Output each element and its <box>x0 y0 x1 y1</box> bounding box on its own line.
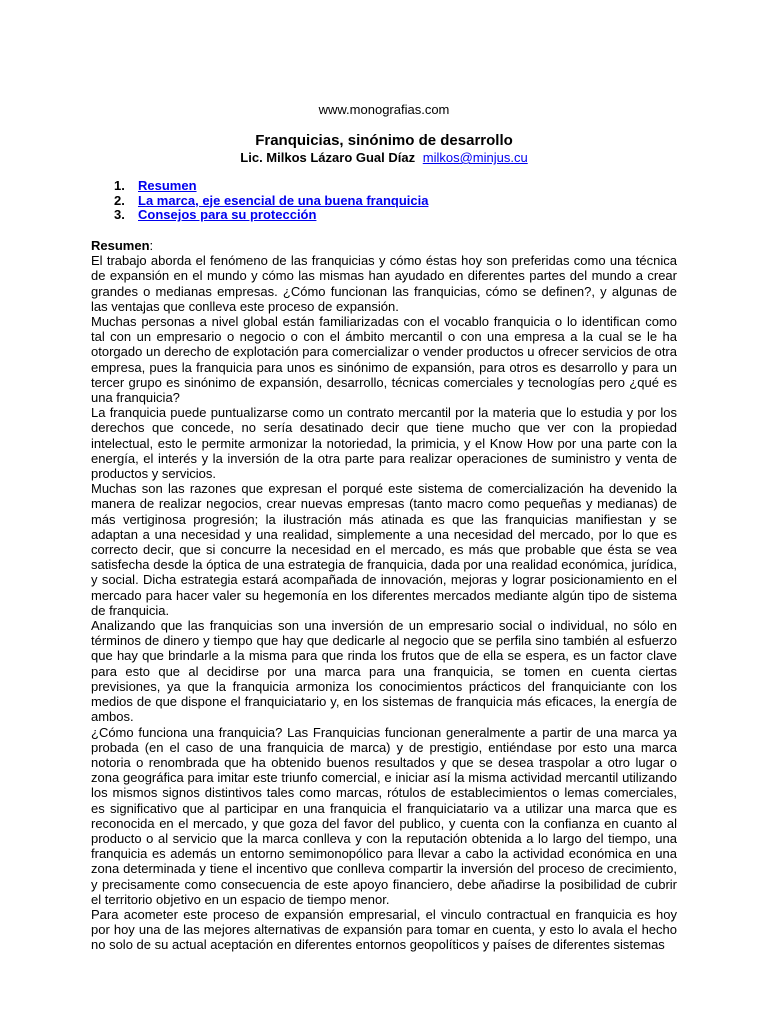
toc-link-consejos[interactable]: Consejos para su protección <box>138 207 317 222</box>
document-title: Franquicias, sinónimo de desarrollo <box>255 132 513 149</box>
paragraph: El trabajo aborda el fenómeno de las franquicias y cómo éstas hoy son preferidas como una técnica de expansión en el mundo y cómo las mismas han ayudado en diferentes partes del mundo a crear grandes o medianas empresas. ¿Cómo funcionan las franquicias, cómo se definen?, y algunas de las ventajas que conlleva este proceso de expansión. <box>91 253 677 314</box>
toc-number: 1. <box>114 178 125 193</box>
toc-item <box>114 194 428 209</box>
author-email-link[interactable]: milkos@minjus.cu <box>422 150 528 165</box>
section-heading <box>91 238 677 253</box>
section-heading-label: Resumen <box>91 238 150 253</box>
site-url: www.monografias.com <box>318 102 450 117</box>
paragraph: La franquicia puede puntualizarse como un contrato mercantil por la materia que lo estudia y por los derechos que concede, no sería desatinado decir que tiene mucho que ver con la propiedad intelectual, esto le permite armonizar la notoriedad, la primicia, y el Know How por una parte con la energía, el interés y la inversión de la otra parte para realizar operaciones de suministro y venta de productos y servicios. <box>91 405 677 482</box>
table-of-contents <box>114 179 428 223</box>
toc-number: 3. <box>114 207 125 222</box>
paragraph: Analizando que las franquicias son una inversión de un empresario social o individual, no sólo en términos de dinero y tiempo que hay que dedicarle al negocio que se perfila sino también al esfuerzo que hay que brindarle a la misma para que rinda los frutos que de ella se espera, es un factor clave para esto que al decidirse por una marca para una franquicia, se tomen en cuenta ciertas previsiones, ya que la franquicia armoniza los conocimientos prácticos del franquiciante con los medios de que dispone el franquiciatario y, en los sistemas de franquicia más eficaces, la energía de ambos. <box>91 618 677 725</box>
section-heading-colon: : <box>149 238 154 253</box>
document-body <box>91 238 677 953</box>
paragraph: Para acometer este proceso de expansión empresarial, el vinculo contractual en franquicia es hoy por hoy una de las mejores alternativas de expansión para tomar en cuenta, y esto lo avala el hecho no solo de su actual aceptación en diferentes entornos geopolíticos y países de diferentes sistemas <box>91 906 677 953</box>
toc-number: 2. <box>114 192 125 208</box>
toc-item <box>114 208 428 223</box>
author-line <box>0 150 768 166</box>
toc-link-la-marca[interactable]: La marca, eje esencial de una buena franquicia <box>138 192 429 208</box>
paragraph: Muchas son las razones que expresan el porqué este sistema de comercialización ha devenido la manera de realizar negocios, crear nuevas empresas (tanto macro como pequeñas y medianas) de más vertiginosa progresión; la ilustración más atinada es que las franquicias manifiestan y se adaptan a una necesidad y una realidad, simplemente a una necesidad del mercado, por lo que es correcto decir, que si concurre la necesidad en el mercado, es más que probable que ésta se vea satisfecha desde la óptica de una estrategia de franquicia, dada por una realidad económica, jurídica, y social. Dicha estrategia estará acompañada de innovación, mejoras y lograr posicionamiento en el mercado para hacer valer su hegemonía en los diferentes mercados mediante algún tipo de sistema de franquicia. <box>91 481 677 618</box>
paragraph: Muchas personas a nivel global están familiarizadas con el vocablo franquicia o lo identifican como tal con un empresario o negocio o con el ámbito mercantil o con una empresa a la cual se le ha otorgado un derecho de explotación para comercializar o vender productos u ofrecer servicios de otra empresa, pues la franquicia para unos es sinónimo de expansión, para otros es desarrollo y para un tercer grupo es sinónimo de expansión, desarrollo, técnicas comerciales y tecnologías pero ¿qué es una franquicia? <box>91 314 677 406</box>
toc-link-resumen[interactable]: Resumen <box>138 178 197 193</box>
paragraph: ¿Cómo funciona una franquicia? Las Franquicias funcionan generalmente a partir de una marca ya probada (en el caso de una franquicia de marca) y de prestigio, entiéndase por esto una marca notoria o renombrada que ha obtenido buenos resultados y que se desea traspolar a otro lugar o zona geográfica para imitar este triunfo comercial, e iniciar así la misma actividad mercantil utilizando los mismos signos distintivos tales como marcas, rótulos de establecimientos o lemas comerciales, es significativo que al participar en una franquicia el franquiciatario va a utilizar una marca que es reconocida en el mercado, y que goza del favor del publico, y cuenta con la confianza en cuanto al producto o al servicio que la marca conlleva y con la reputación obtenida a lo largo del tiempo, una franquicia es además un entorno semimonopólico para llevar a cabo la actividad económica en una zona determinada y tiene el incentivo que conlleva compartir la inversión del proceso de crecimiento, y precisamente como consecuencia de este apoyo financiero, debe añadirse la posibilidad de cubrir el territorio objetivo en un espacio de tiempo menor. <box>91 724 677 907</box>
author-name: Lic. Milkos Lázaro Gual Díaz <box>240 150 416 165</box>
toc-item <box>114 179 428 194</box>
